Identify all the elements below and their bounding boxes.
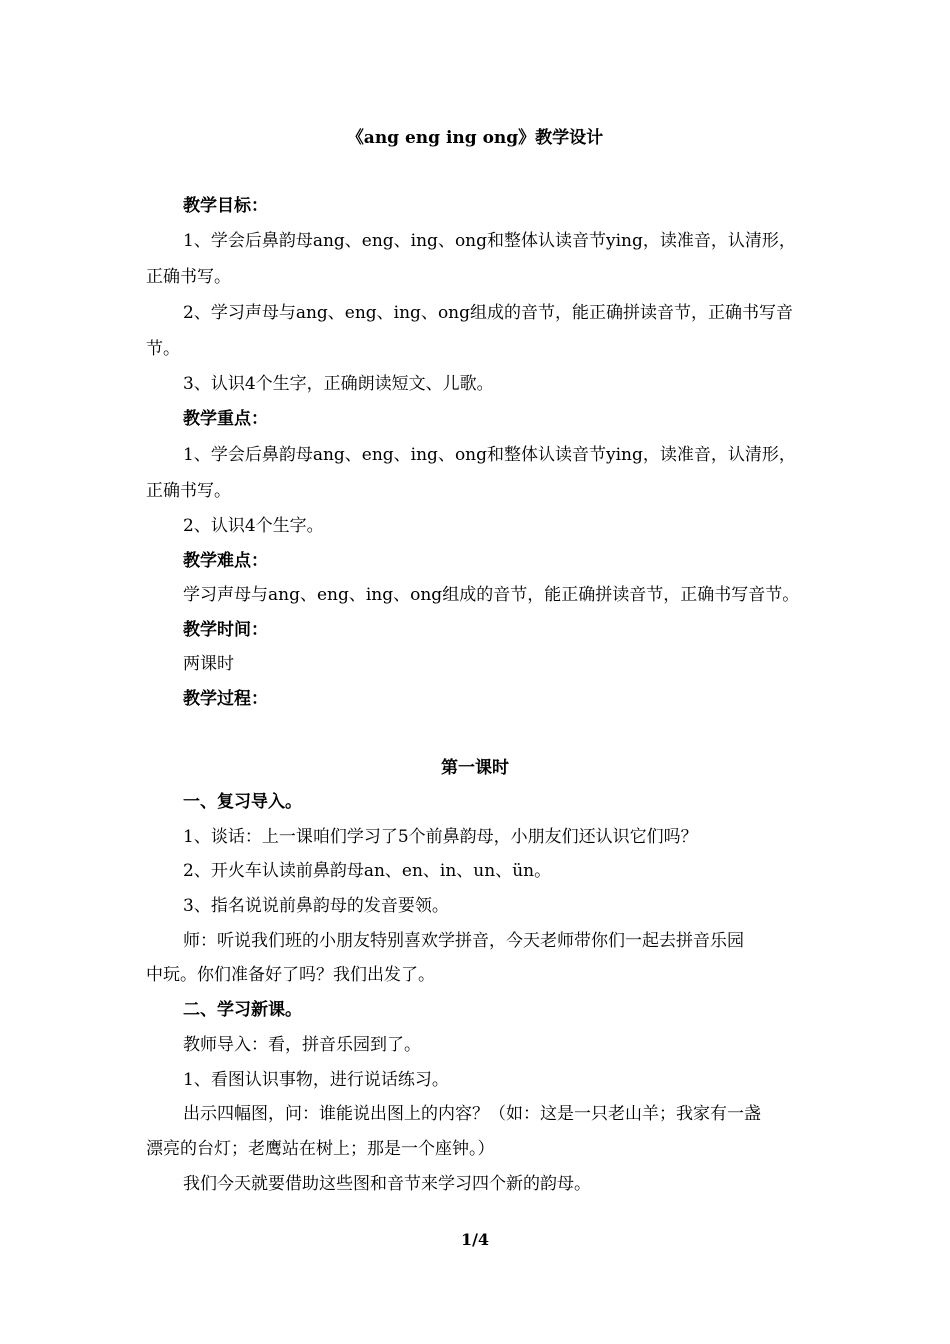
objective-3: 3、认识4个生字，正确朗读短文、儿歌。: [183, 374, 494, 394]
section-1-item-1: 1、谈话：上一课咱们学习了5个前鼻韵母，小朋友们还认识它们吗？: [183, 827, 698, 847]
section-2-last: 我们今天就要借助这些图和音节来学习四个新的韵母。: [183, 1174, 591, 1194]
keypoints-heading: 教学重点：: [183, 409, 268, 429]
section-1-teacher-line-1: 师：听说我们班的小朋友特别喜欢学拼音，今天老师带你们一起去拼音乐园: [183, 931, 744, 951]
section-1-heading: 一、复习导入。: [183, 792, 302, 812]
time-heading: 教学时间：: [183, 620, 268, 640]
section-2-item-1: 1、看图认识事物，进行说话练习。: [183, 1070, 449, 1090]
objective-1-line-1: 1、学会后鼻韵母ang、eng、ing、ong和整体认读音节ying，读准音，认清形，: [183, 231, 796, 251]
section-1-teacher-line-2: 中玩。你们准备好了吗？我们出发了。: [146, 965, 435, 985]
keypoint-2: 2、认识4个生字。: [183, 516, 324, 536]
difficulty-1: 学习声母与ang、eng、ing、ong组成的音节，能正确拼读音节，正确书写音节。: [183, 585, 800, 605]
section-2-heading: 二、学习新课。: [183, 1000, 302, 1020]
page-number: 1/4: [460, 1230, 490, 1249]
keypoint-1-line-2: 正确书写。: [146, 481, 231, 501]
objective-2-line-1: 2、学习声母与ang、eng、ing、ong组成的音节，能正确拼读音节，正确书写音: [183, 303, 794, 323]
lesson-heading: 第一课时: [441, 758, 509, 778]
difficulty-heading: 教学难点：: [183, 551, 268, 571]
time-value: 两课时: [183, 654, 234, 674]
objective-2-line-2: 节。: [146, 339, 180, 359]
objectives-heading: 教学目标：: [183, 196, 268, 216]
section-2-show-line-1: 出示四幅图，问：谁能说出图上的内容？（如：这是一只老山羊；我家有一盏: [183, 1104, 761, 1124]
section-1-item-2: 2、开火车认读前鼻韵母an、en、in、un、ün。: [183, 861, 552, 881]
objective-1-line-2: 正确书写。: [146, 267, 231, 287]
keypoint-1-line-1: 1、学会后鼻韵母ang、eng、ing、ong和整体认读音节ying，读准音，认清形，: [183, 445, 796, 465]
section-1-item-3: 3、指名说说前鼻韵母的发音要领。: [183, 896, 449, 916]
process-heading: 教学过程：: [183, 689, 268, 709]
section-2-show-line-2: 漂亮的台灯；老鹰站在树上；那是一个座钟。）: [146, 1139, 495, 1159]
document-title: 《ang eng ing ong》教学设计: [346, 128, 604, 148]
section-2-intro: 教师导入：看，拼音乐园到了。: [183, 1035, 421, 1055]
